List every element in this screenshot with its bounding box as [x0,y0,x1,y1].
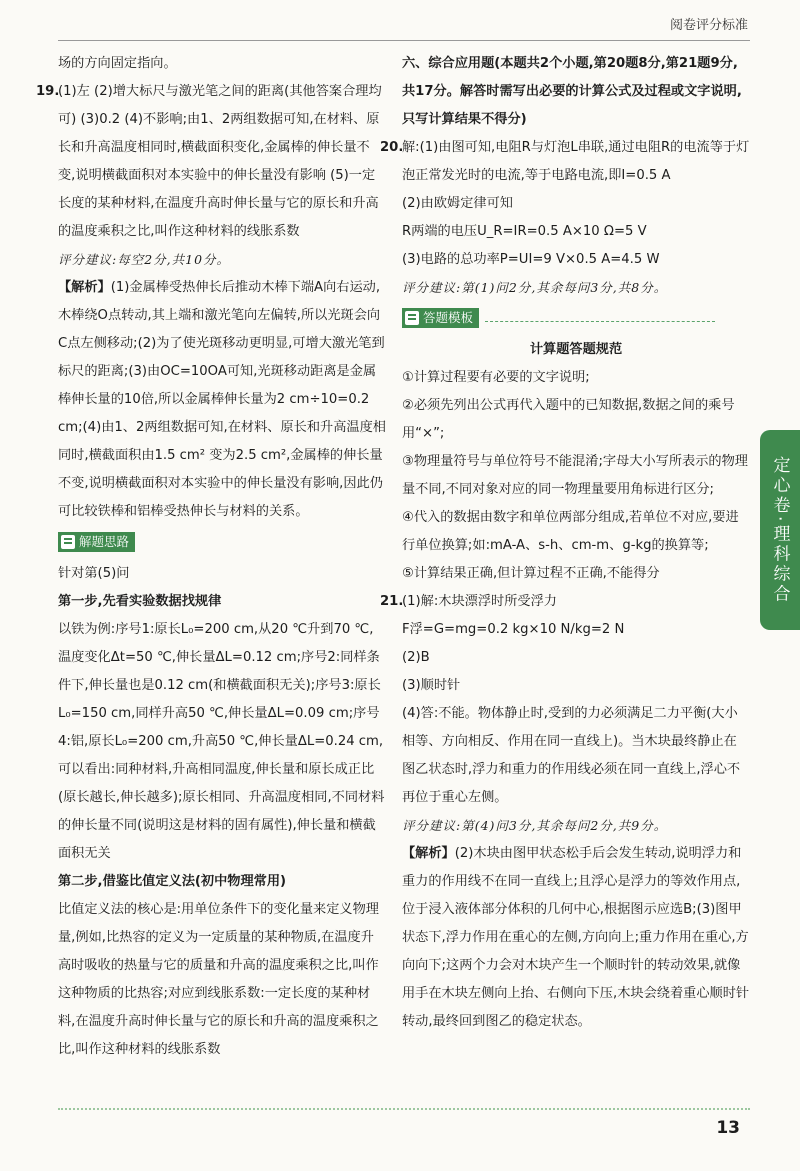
q20-line-2: (2)由欧姆定律可知 [402,196,513,211]
template-heading: 计算题答题规范 [529,342,623,357]
q19-analysis-label: 【解析】 [58,280,111,295]
q19-answer: (1)左 (2)增大标尺与激光笔之间的距离(其他答案合理均可) (3)0.2 (4)不影响;由1、2两组数据可知,在材料、原长和升高温度相同时,横截面积变化,金属棒的伸长量不变,说明横截面积对本实验中的伸长量没有影响 (5)一定长度的某种材料,在温度升高时伸长量与它的原长和升高的温度乘积之比,叫作这种材料的线胀系数 [58,84,382,239]
rule-item: ①计算过程要有必要的文字说明; [402,370,590,385]
q21-analysis-label: 【解析】 [402,846,455,861]
q21-line-3: (2)B [402,650,430,665]
left-column [36,50,386,1064]
question-21-number: 21. [380,594,404,609]
question-19 [36,78,386,246]
rule-item: ④代入的数据由数字和单位两部分组成,若单位不对应,要进行单位换算;如:mA-A、s-h、cm-m、g-kg的换算等; [402,510,739,553]
q21-analysis-text: (2)木块由图甲状态松手后会发生转动,说明浮力和重力的作用线不在同一直线上;且浮心是浮力的等效作用点,位于浸入液体部分体积的几何中心,根据图示应选B;(3)图甲状态下,浮力作用在重心的左侧,方向向上;重力作用在重心,方向向下;这两个力会对木块产生一个顺时针的转动效果,就像用手在木块左侧向上抬、右侧向下压,木块会绕着重心顺时针转动,最终回到图乙的稳定状态。 [402,846,750,1029]
intro-text: 场的方向固定指向。 [58,56,177,71]
step2-text: 比值定义法的核心是:用单位条件下的变化量来定义物理量,例如,比热容的定义为一定质量的某种物质,在温度升高时吸收的热量与它的质量和升高的温度乘积之比,叫作这种物质的比热容;对应到线胀系数:一定长度的某种材料,在温度升高时伸长量与它的原长和升高的温度乘积之比,叫作这种材料的线胀系数 [58,902,379,1057]
rule-item: ②必须先列出公式再代入题中的已知数据,数据之间的乘号用“×”; [402,398,735,441]
step1-title: 第一步,先看实验数据找规律 [58,594,222,609]
book-icon [405,311,419,325]
q19-analysis-text: (1)金属棒受热伸长后推动木棒下端A向右运动,木棒绕O点转动,其上端和激光笔向左偏转,所以光斑会向C点左侧移动;(2)为了使光斑移动更明显,可增大激光笔到标尺的距离;(3)由OC=10OA可知,光斑移动距离是金属棒伸长量的10倍,所以金属棒伸长量为2 cm÷10=0.2 cm;(4)由1、2两组数据可知,在材料、原长和升高温度相同时,横截面积由1.5 cm² 变为2.5 cm²,金属棒的伸长量不变,说明横截面积对本实验中的伸长量没有影响,因此仍可比较铁棒和铝棒受热伸长与材料的关系。 [58,280,386,519]
q21-analysis [402,840,750,1036]
q20-line-4: (3)电路的总功率P=UI=9 V×0.5 A=4.5 W [402,252,660,267]
q19-scoring-tip: 评分建议:每空2分,共10分。 [58,252,231,267]
question-21 [380,588,750,812]
side-tab: 定心卷·理科综合 [760,430,800,630]
q21-line-2: F浮=G=mg=0.2 kg×10 N/kg=2 N [402,622,625,637]
q20-scoring-tip: 评分建议:第(1)问2分,其余每问3分,共8分。 [402,280,668,295]
template-divider [485,321,715,322]
header-label: 阅卷评分标准 [669,18,748,33]
q20-line-3: R两端的电压U_R=IR=0.5 A×10 Ω=5 V [402,224,647,239]
q20-line-1: 解:(1)由图可知,电阻R与灯泡L串联,通过电阻R的电流等于灯泡正常发光时的电流,等于电路电流,即I=0.5 A [402,140,750,183]
footer-rule [58,1108,750,1110]
note-icon [61,535,75,549]
question-20 [380,134,750,274]
template-box-header [402,302,750,336]
q21-line-5: (4)答:不能。物体静止时,受到的力必须满足二力平衡(大小相等、方向相反、作用在同一直线上)。当木块最终静止在图乙状态时,浮力和重力的作用线必须在同一直线上,浮心不再位于重心左侧。 [402,706,741,805]
page-number: 13 [716,1118,740,1138]
step2-title: 第二步,借鉴比值定义法(初中物理常用) [58,874,287,889]
template-box-title [402,308,479,328]
think-title-text: 解题思路 [79,534,130,549]
section-title: 六、综合应用题(本题共2个小题,第20题8分,第21题9分,共17分。解答时需写出必要的计算公式及过程或文字说明,只写计算结果不得分) [402,56,742,127]
rule-item: ③物理量符号与单位符号不能混淆;字母大小写所表示的物理量不同,不同对象对应的同一物理量要用角标进行区分; [402,454,748,497]
q21-scoring-tip: 评分建议:第(4)问3分,其余每问2分,共9分。 [402,818,668,833]
q21-line-4: (3)顺时针 [402,678,461,693]
think-target: 针对第(5)问 [58,566,130,581]
question-19-number: 19. [36,84,60,99]
step1-text: 以铁为例:序号1:原长L₀=200 cm,从20 ℃升到70 ℃,温度变化Δt=50 ℃,伸长量ΔL=0.12 cm;序号2:同样条件下,伸长量也是0.12 cm(和横截面积无关);序号3:原长L₀=150 cm,同样升高50 ℃,伸长量ΔL=0.09 cm;序号4:铝,原长L₀=200 cm,升高50 ℃,伸长量ΔL=0.24 cm,可以看出:同种材料,升高相同温度,伸长量和原长成正比(原长越长,伸长越多);原长相同、升高温度相同,不同材料的伸长量不同(说明这是材料的固有属性),伸长量和横截面积无关 [58,622,385,861]
q19-analysis [58,274,386,526]
right-column [380,50,750,1036]
think-box-title [58,532,135,552]
template-title-text: 答题模板 [423,310,474,325]
header-rule [58,40,750,41]
question-20-number: 20. [380,140,404,155]
q21-line-1: (1)解:木块漂浮时所受浮力 [402,594,557,609]
rule-item: ⑤计算结果正确,但计算过程不正确,不能得分 [402,566,660,581]
